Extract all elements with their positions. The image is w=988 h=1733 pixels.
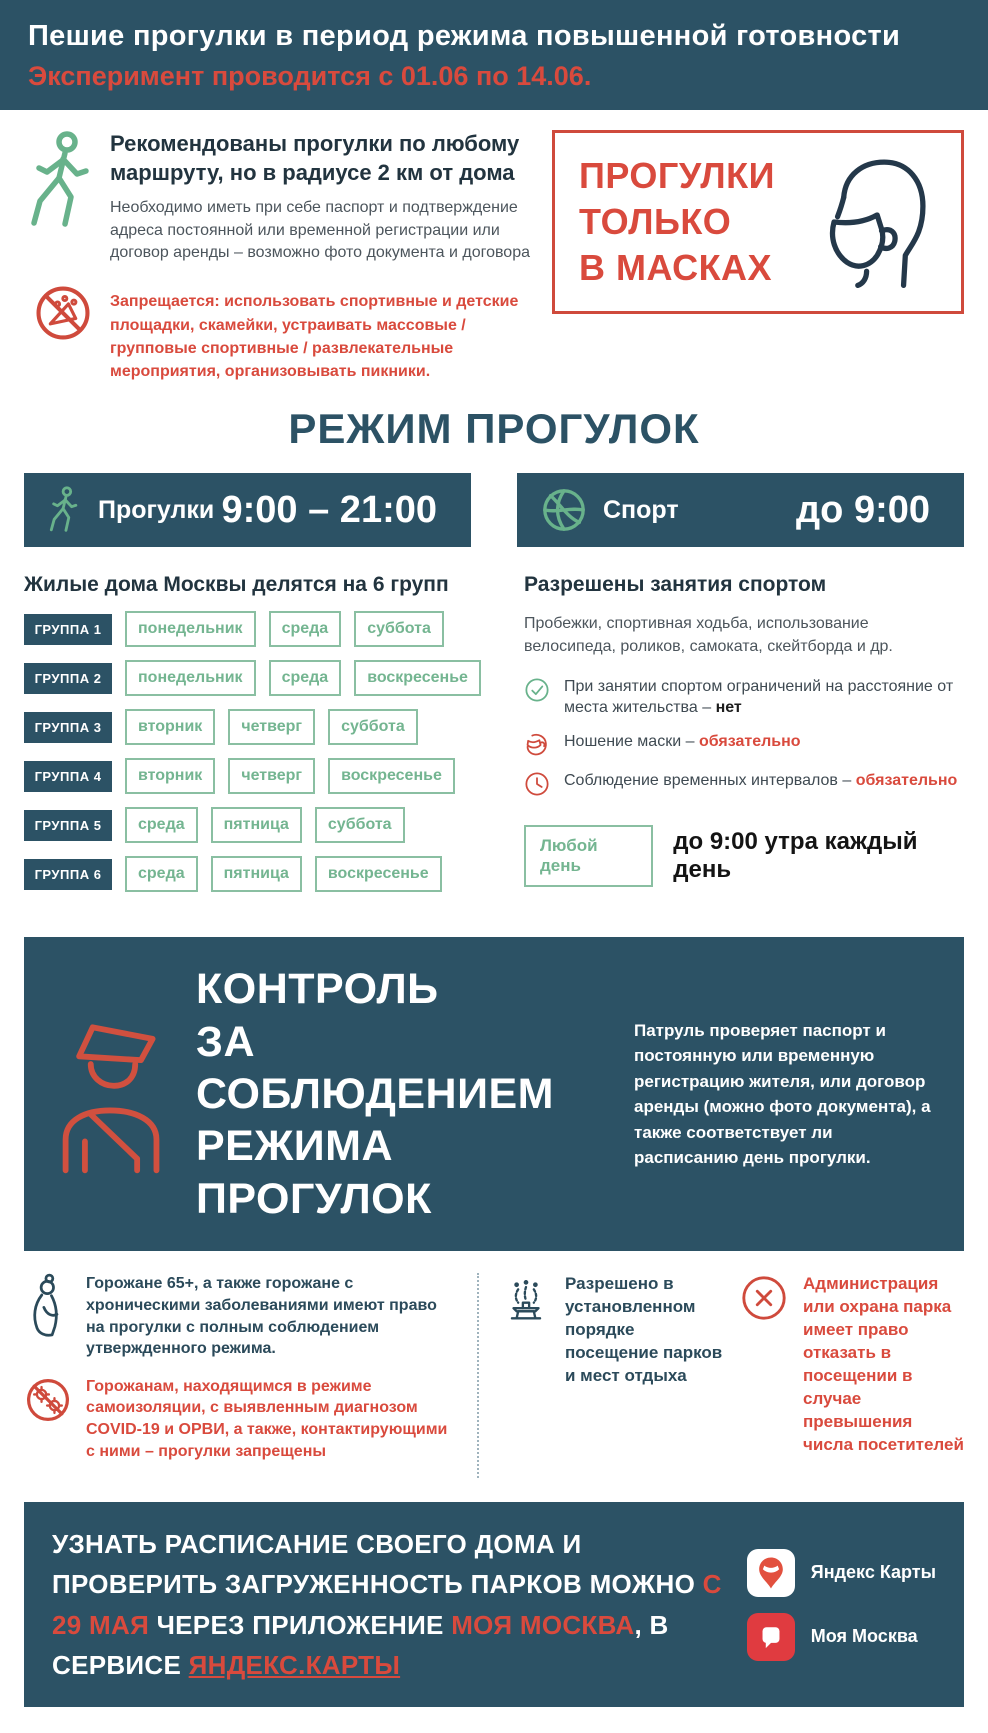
bullet-distance: [524, 676, 964, 719]
group-label: ГРУППА 2: [24, 663, 112, 694]
any-day-text: до 9:00 утра каждый день: [673, 828, 918, 884]
notes-right-column: [729, 1273, 964, 1478]
bullet-highlight: нет: [715, 699, 742, 717]
moya-moskva-badge: [747, 1613, 936, 1661]
day-chip: понедельник: [125, 611, 256, 647]
note-isolation: Горожанам, находящимся в режиме самоизоляции, с выявленным диагнозом COVID-19 и ОРВИ, а также, контактирующими с ними – прогулки запрещены: [24, 1376, 459, 1462]
walk-icon-small: [48, 486, 82, 534]
bullet-mask: [524, 731, 964, 758]
group-row: [24, 660, 494, 696]
footer-text: УЗНАТЬ РАСПИСАНИЕ СВОЕГО ДОМА И ПРОВЕРИТЬ ЗАГРУЖЕННОСТЬ ПАРКОВ МОЖНО С 29 МАЯ ЧЕРЕЗ ПРИЛОЖЕНИЕ МОЯ МОСКВА, В СЕРВИСЕ ЯНДЕКС.КАРТЫ: [52, 1529, 722, 1681]
day-chip: воскресенье: [328, 758, 455, 794]
clock-icon: [524, 771, 550, 797]
mask-box-line3: В МАСКАХ: [579, 247, 773, 289]
control-banner: [24, 937, 964, 1251]
yandex-maps-icon: [747, 1549, 795, 1597]
section-title-regime: РЕЖИМ ПРОГУЛОК: [288, 405, 700, 453]
intro-heading: Рекомендованы прогулки по любому маршруту, но в радиусе 2 км от дома: [110, 131, 520, 185]
intro-section: [0, 110, 988, 389]
group-label: ГРУППА 4: [24, 761, 112, 792]
day-chip: вторник: [125, 758, 215, 794]
app-label: Моя Москва: [810, 1626, 918, 1647]
day-chip: понедельник: [125, 660, 256, 696]
control-title: КОНТРОЛЬ ЗА СОБЛЮДЕНИЕМ РЕЖИМА ПРОГУЛОК: [196, 965, 554, 1223]
group-label: ГРУППА 3: [24, 712, 112, 743]
sport-intro: Пробежки, спортивная ходьба, использование велосипеда, роликов, самоката, скейтборда и др.: [524, 615, 893, 655]
check-circle-icon: [524, 677, 550, 703]
masks-required-box: [552, 130, 964, 314]
mask-box-line2: ТОЛЬКО: [579, 200, 732, 242]
mask-face-icon: [524, 732, 550, 758]
walks-label: Прогулки: [98, 495, 215, 524]
day-chip: четверг: [228, 758, 315, 794]
notes-section: [0, 1251, 988, 1486]
group-row: [24, 807, 494, 843]
police-officer-icon: [54, 1009, 170, 1179]
group-row: [24, 856, 494, 892]
day-chip: суббота: [354, 611, 444, 647]
elderly-person-icon: [24, 1273, 72, 1339]
group-row: [24, 709, 494, 745]
schedule-row: [0, 473, 988, 547]
sport-schedule-card: [517, 473, 964, 547]
walks-schedule-card: [24, 473, 471, 547]
any-day-row: [524, 825, 964, 887]
note-parks: Разрешено в установленном порядке посещение парков и мест отдыха: [501, 1273, 729, 1388]
bullet-text: Соблюдение временных интервалов – обязательно: [564, 772, 958, 790]
day-chip: четверг: [228, 709, 315, 745]
footer-date: С 29 МАЯ: [52, 1569, 722, 1640]
basketball-icon: [541, 487, 587, 533]
day-chip: суббота: [328, 709, 418, 745]
day-chip: суббота: [315, 807, 405, 843]
bullet-highlight: обязательно: [855, 772, 958, 790]
groups-section: [24, 573, 494, 905]
app-label: Яндекс Карты: [810, 1562, 936, 1583]
yandex-maps-link[interactable]: ЯНДЕКС.КАРТЫ: [188, 1650, 401, 1681]
control-description: Патруль проверяет паспорт и постоянную или временную регистрацию жителя, или договор аренды (можно фото документа), а также соответствует ли расписанию день прогулки.: [634, 1020, 931, 1168]
fountain-icon: [501, 1273, 551, 1323]
day-chip: среда: [269, 611, 342, 647]
sport-time: до 9:00: [796, 488, 930, 531]
moya-moskva-icon: [747, 1613, 795, 1661]
prohibited-text: Запрещается: использовать спортивные и детские площадки, скамейки, устраивать массовые / групповые спортивные / развлекательные мероприятия, организовывать пикники.: [110, 293, 519, 380]
footer-app-name: МОЯ МОСКВА: [451, 1609, 635, 1640]
group-label: ГРУППА 5: [24, 810, 112, 841]
experiment-dates: Эксперимент проводится с 01.06 по 14.06.: [28, 61, 592, 91]
page-title: Пешие прогулки в период режима повышенной готовности: [28, 20, 901, 52]
footer-banner: [24, 1502, 964, 1707]
group-row: [24, 611, 494, 647]
day-chip: пятница: [211, 807, 302, 843]
note-seniors: Горожане 65+, а также горожане с хроническими заболеваниями имеют право на прогулки с полным соблюдением утвержденного режима.: [24, 1273, 459, 1359]
note-admin: Администрация или охрана парка имеет право отказать в посещении в случае превышения числа посетителей: [739, 1273, 964, 1457]
bullet-highlight: обязательно: [698, 733, 801, 751]
app-badges: [747, 1549, 936, 1661]
notes-middle-column: [479, 1273, 729, 1478]
bullet-text: Ношение маски – обязательно: [564, 733, 801, 751]
day-chip: воскресенье: [354, 660, 481, 696]
walks-time: 9:00 – 21:00: [221, 488, 437, 531]
group-label: ГРУППА 6: [24, 859, 112, 890]
walking-person-icon: [24, 130, 102, 264]
day-chip: среда: [125, 856, 198, 892]
notes-left-column: [24, 1273, 479, 1478]
virus-ban-icon: [24, 1376, 72, 1424]
mask-box-line1: ПРОГУЛКИ: [579, 154, 775, 196]
yandex-maps-badge: [747, 1549, 936, 1597]
no-picnic-icon: [24, 284, 102, 383]
groups-title: Жилые дома Москвы делятся на 6 групп: [24, 573, 449, 597]
sport-label: Спорт: [603, 495, 679, 524]
day-chip: среда: [269, 660, 342, 696]
day-chip: пятница: [211, 856, 302, 892]
intro-body: Необходимо иметь при себе паспорт и подтверждение адреса постоянной или временной регистрации или договор аренды – возможно фото документа и договора: [110, 199, 530, 261]
day-chip: среда: [125, 807, 198, 843]
day-chip: воскресенье: [315, 856, 442, 892]
bullet-time: [524, 770, 964, 797]
any-day-chip: Любой день: [524, 825, 653, 887]
group-row: [24, 758, 494, 794]
bullet-text: При занятии спортом ограничений на расстояние от места жительства – нет: [564, 677, 954, 717]
schedule-details: [0, 547, 988, 915]
x-circle-icon: [739, 1273, 789, 1323]
day-chip: вторник: [125, 709, 215, 745]
masked-head-icon: [805, 151, 937, 293]
header-banner: [0, 0, 988, 110]
sport-section: [524, 573, 964, 905]
group-label: ГРУППА 1: [24, 614, 112, 645]
sport-title: Разрешены занятия спортом: [524, 573, 827, 597]
